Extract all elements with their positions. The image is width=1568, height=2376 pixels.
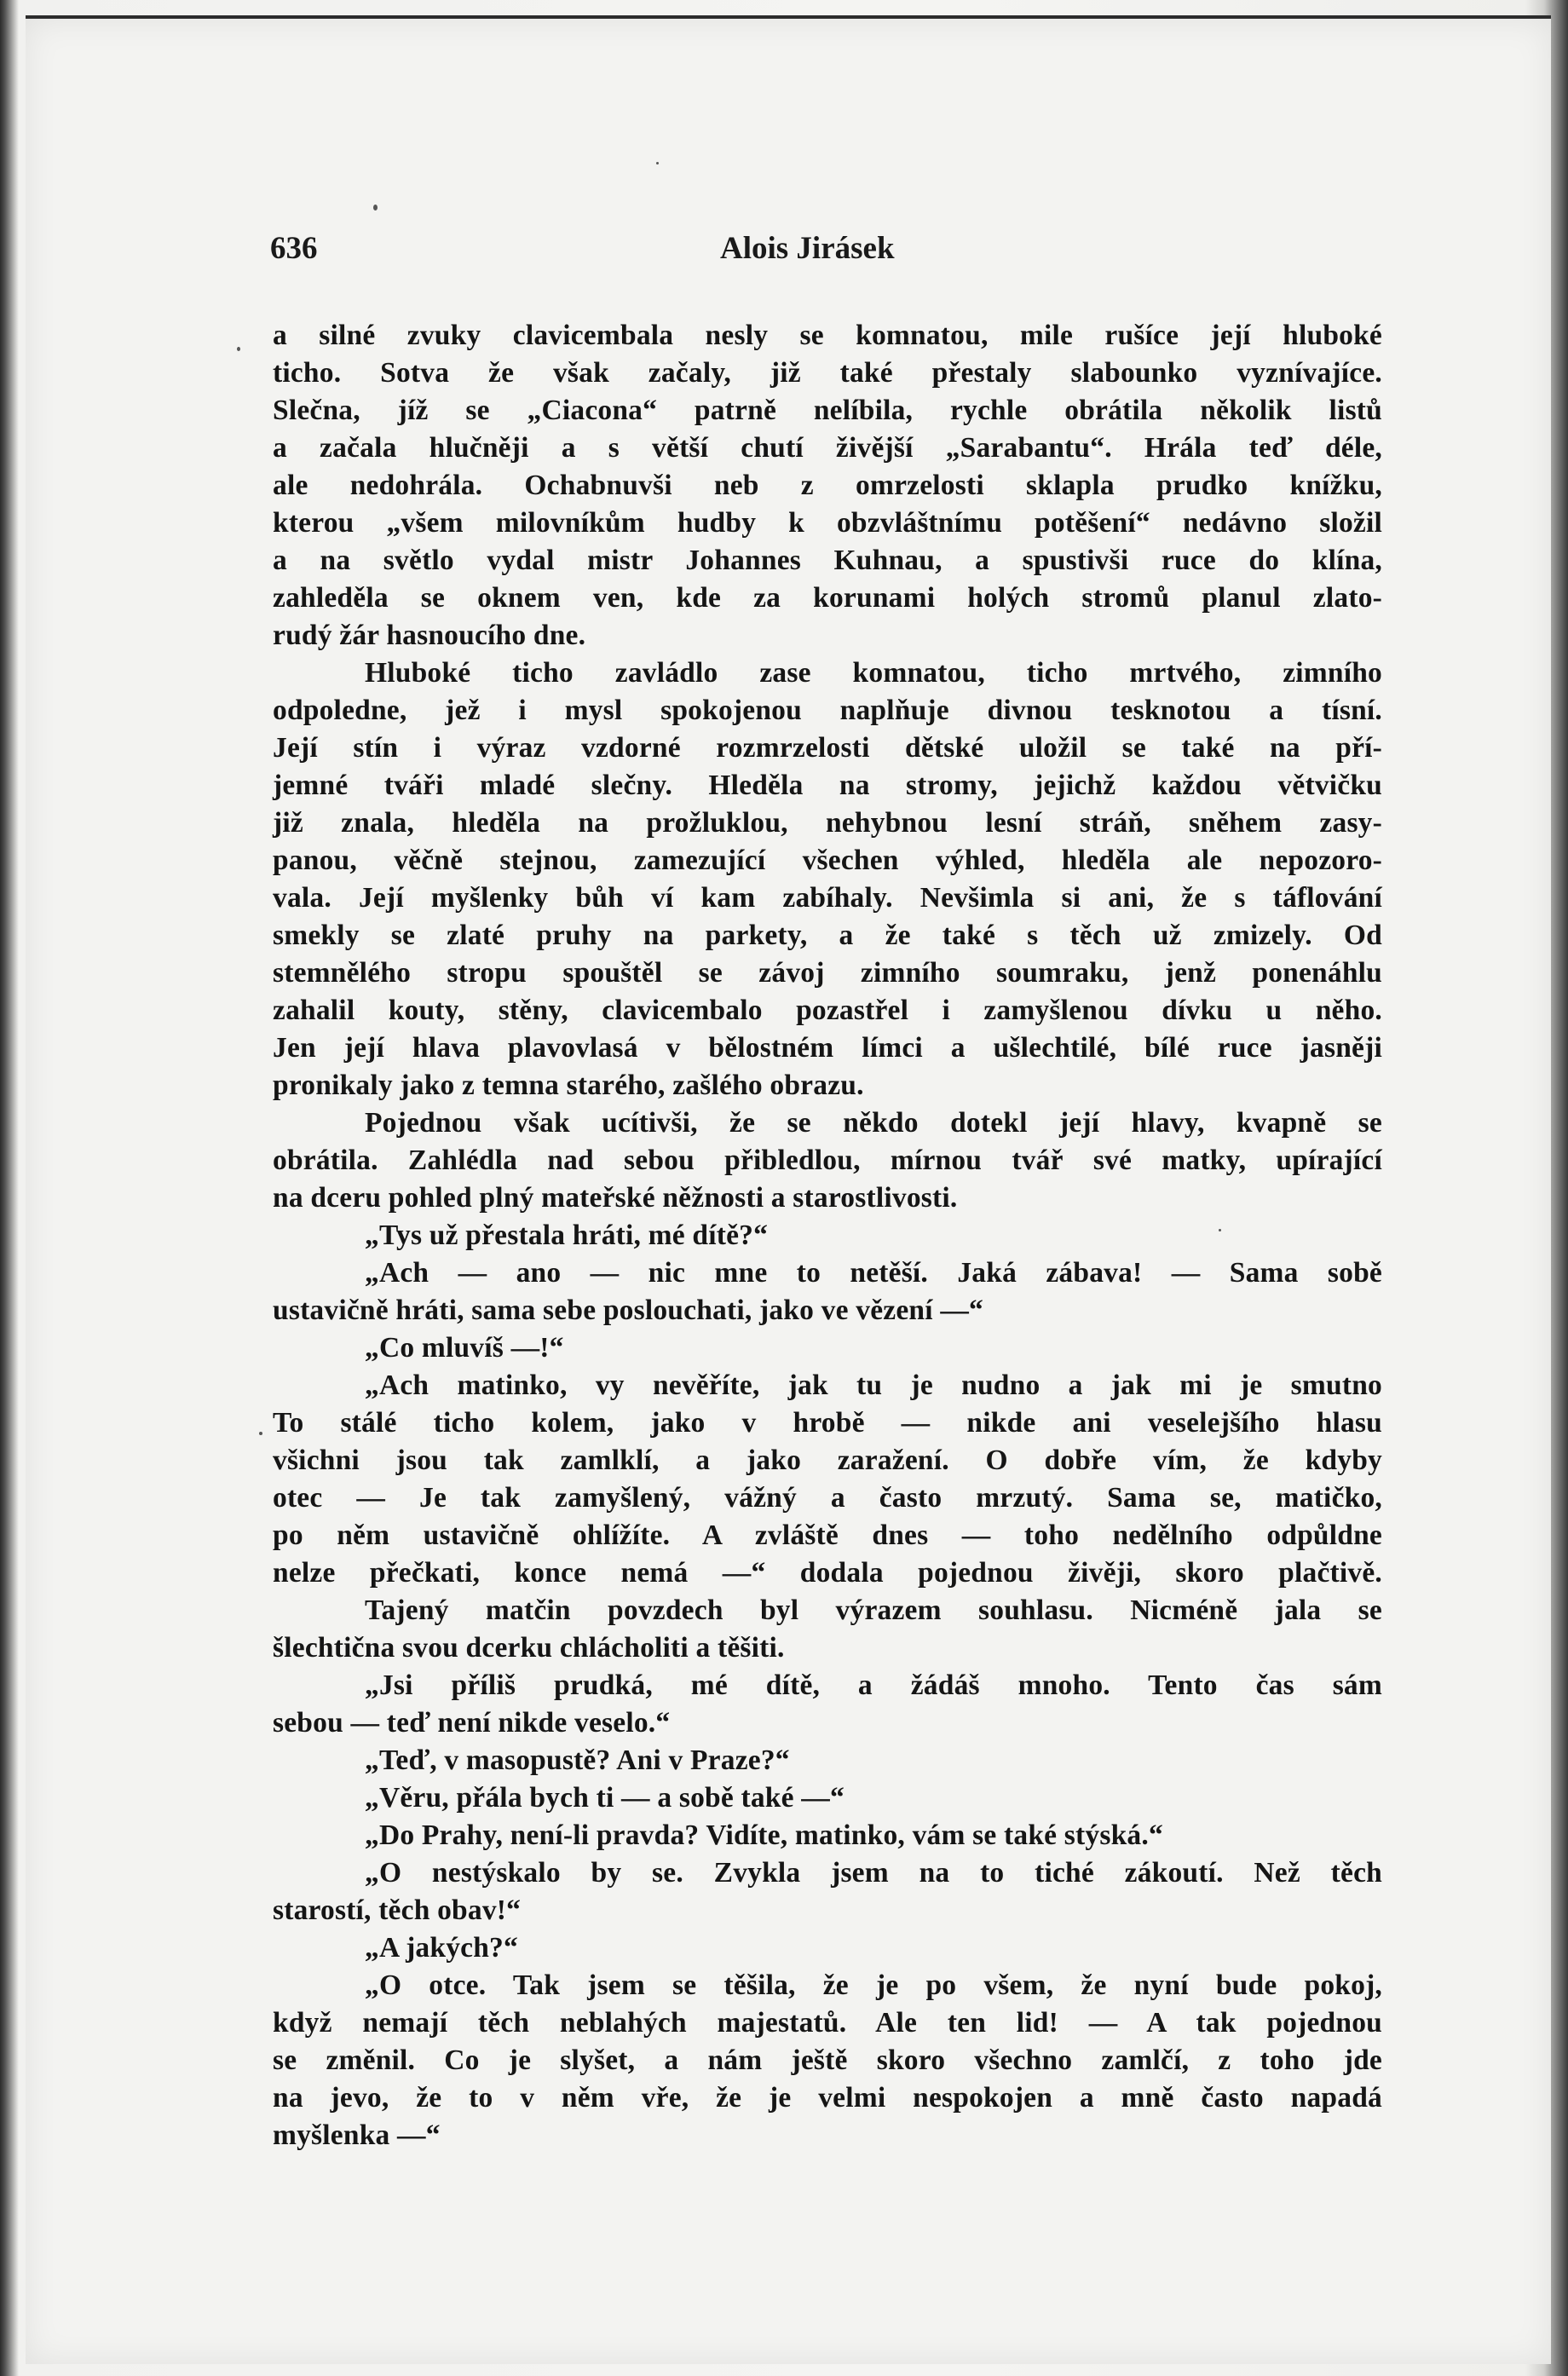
text-line: „Ach — ano — nic mne to netěší. Jaká zábava! — Sama sobě [365, 1257, 1382, 1289]
text-line: se změnil. Co je slyšet, a nám ještě skoro všechno zamlčí, z toho jde [273, 2044, 1382, 2076]
text-line: „A jakých?“ [365, 1932, 518, 1964]
page-number: 636 [270, 231, 318, 266]
print-speck [656, 162, 659, 164]
text-line: pronikaly jako z temna starého, zašlého obrazu. [273, 1070, 864, 1101]
text-line: obrátila. Zahlédla nad sebou přibledlou, mírnou tvář své matky, upírající [273, 1145, 1382, 1176]
text-line: když nemají těch neblahých majestatů. Ale ten lid! — A tak pojednou [273, 2007, 1382, 2039]
text-line: odpoledne, jež i mysl spokojenou naplňuje divnou tesknotou a tísní. [273, 695, 1382, 726]
text-line: zahleděla se oknem ven, kde za korunami holých stromů planul zlato- [273, 582, 1382, 614]
text-line: panou, věčně stejnou, zamezující všechen výhled, hleděla ale nepozoro- [273, 845, 1382, 876]
text-line: myšlenka —“ [273, 2119, 441, 2151]
text-line: stemnělého stropu spouštěl se závoj zimního soumraku, jenž ponenáhlu [273, 957, 1382, 989]
text-line: rudý žár hasnoucího dne. [273, 620, 586, 651]
text-line: „Věru, přála bych ti — a sobě také —“ [365, 1782, 845, 1814]
text-line: nelze přečkati, konce nemá —“ dodala pojednou živěji, skoro plačtivě. [273, 1557, 1382, 1589]
print-speck [237, 347, 240, 351]
text-line: na jevo, že to v něm vře, že je velmi nespokojen a mně často napadá [273, 2082, 1382, 2114]
text-line: Slečna, jíž se „Ciacona“ patrně nelíbila, rychle obrátila několik listů [273, 395, 1382, 426]
text-line: ticho. Sotva že však začaly, již také přestaly slabounko vyznívajíce. [273, 357, 1382, 389]
page-header [26, 230, 1551, 273]
text-line: Jen její hlava plavovlasá v bělostném límci a ušlechtilé, bílé ruce jasněji [273, 1032, 1382, 1064]
text-line: „O otce. Tak jsem se těšila, že je po všem, že nyní bude pokoj, [365, 1969, 1382, 2001]
print-speck [259, 1432, 262, 1435]
text-line: a začala hlučněji a s větší chutí živější „Sarabantu“. Hrála teď déle, [273, 432, 1382, 464]
text-line: šlechtična svou dcerku chlácholiti a těšiti. [273, 1632, 785, 1664]
text-line: smekly se zlaté pruhy na parkety, a že také s těch už zmizely. Od [273, 920, 1382, 951]
text-line: po něm ustavičně ohlížíte. A zvláště dnes — toho nedělního odpůldne [273, 1520, 1382, 1551]
text-line: na dceru pohled plný mateřské něžnosti a starostlivosti. [273, 1182, 958, 1214]
text-line: Hluboké ticho zavládlo zase komnatou, ticho mrtvého, zimního [365, 657, 1382, 689]
text-line: a silné zvuky clavicembala nesly se komnatou, mile rušíce její hluboké [273, 320, 1382, 351]
body-text [273, 317, 1382, 2154]
text-line: „Tys už přestala hráti, mé dítě?“ [365, 1220, 769, 1251]
text-line: „Jsi příliš prudká, mé dítě, a žádáš mnoho. Tento čas sám [365, 1670, 1382, 1701]
text-line: „Co mluvíš —!“ [365, 1332, 564, 1364]
text-line: vala. Její myšlenky bůh ví kam zabíhaly. Nevšimla si ani, že s táflování [273, 882, 1382, 914]
text-line: již znala, hleděla na prožluklou, nehybnou lesní stráň, sněhem zasy- [273, 807, 1382, 839]
text-line: zahalil kouty, stěny, clavicembalo pozastřel i zamyšlenou dívku u něho. [273, 995, 1382, 1026]
text-line: „O nestýskalo by se. Zvykla jsem na to tiché zákoutí. Než těch [365, 1857, 1382, 1889]
text-line: a na světlo vydal mistr Johannes Kuhnau, a spustivši ruce do klína, [273, 545, 1382, 576]
text-line: To stálé ticho kolem, jako v hrobě — nikde ani veselejšího hlasu [273, 1407, 1382, 1439]
text-line: „Teď, v masopustě? Ani v Praze?“ [365, 1745, 790, 1776]
text-line: ustavičně hráti, sama sebe poslouchati, jako ve vězení —“ [273, 1295, 983, 1326]
text-line: Její stín i výraz vzdorné rozmrzelosti dětské uložil se také na pří- [273, 732, 1382, 764]
text-line: Tajený matčin povzdech byl výrazem souhlasu. Nicméně jala se [365, 1595, 1382, 1626]
text-line: ale nedohrála. Ochabnuvši neb z omrzelosti sklapla prudko knížku, [273, 470, 1382, 501]
text-line: kterou „všem milovníkům hudby k obzvláštnímu potěšení“ nedávno složil [273, 507, 1382, 539]
text-line: Pojednou však ucítivši, že se někdo dotekl její hlavy, kvapně se [365, 1107, 1382, 1139]
text-line: starostí, těch obav!“ [273, 1894, 522, 1926]
text-line: všichni jsou tak zamlklí, a jako zaražení. O dobře vím, že kdyby [273, 1445, 1382, 1476]
running-title: Alois Jirásek [720, 231, 895, 266]
text-line: „Ach matinko, vy nevěříte, jak tu je nudno a jak mi je smutno [365, 1370, 1382, 1401]
print-speck [373, 205, 378, 210]
book-page [26, 15, 1551, 2364]
text-line: jemné tváři mladé slečny. Hleděla na stromy, jejichž každou větvičku [273, 770, 1382, 801]
text-line: „Do Prahy, není-li pravda? Vidíte, matinko, vám se také stýská.“ [365, 1819, 1163, 1851]
text-line: otec — Je tak zamyšlený, vážný a často mrzutý. Sama se, matičko, [273, 1482, 1382, 1514]
text-line: sebou — teď není nikde veselo.“ [273, 1707, 671, 1739]
